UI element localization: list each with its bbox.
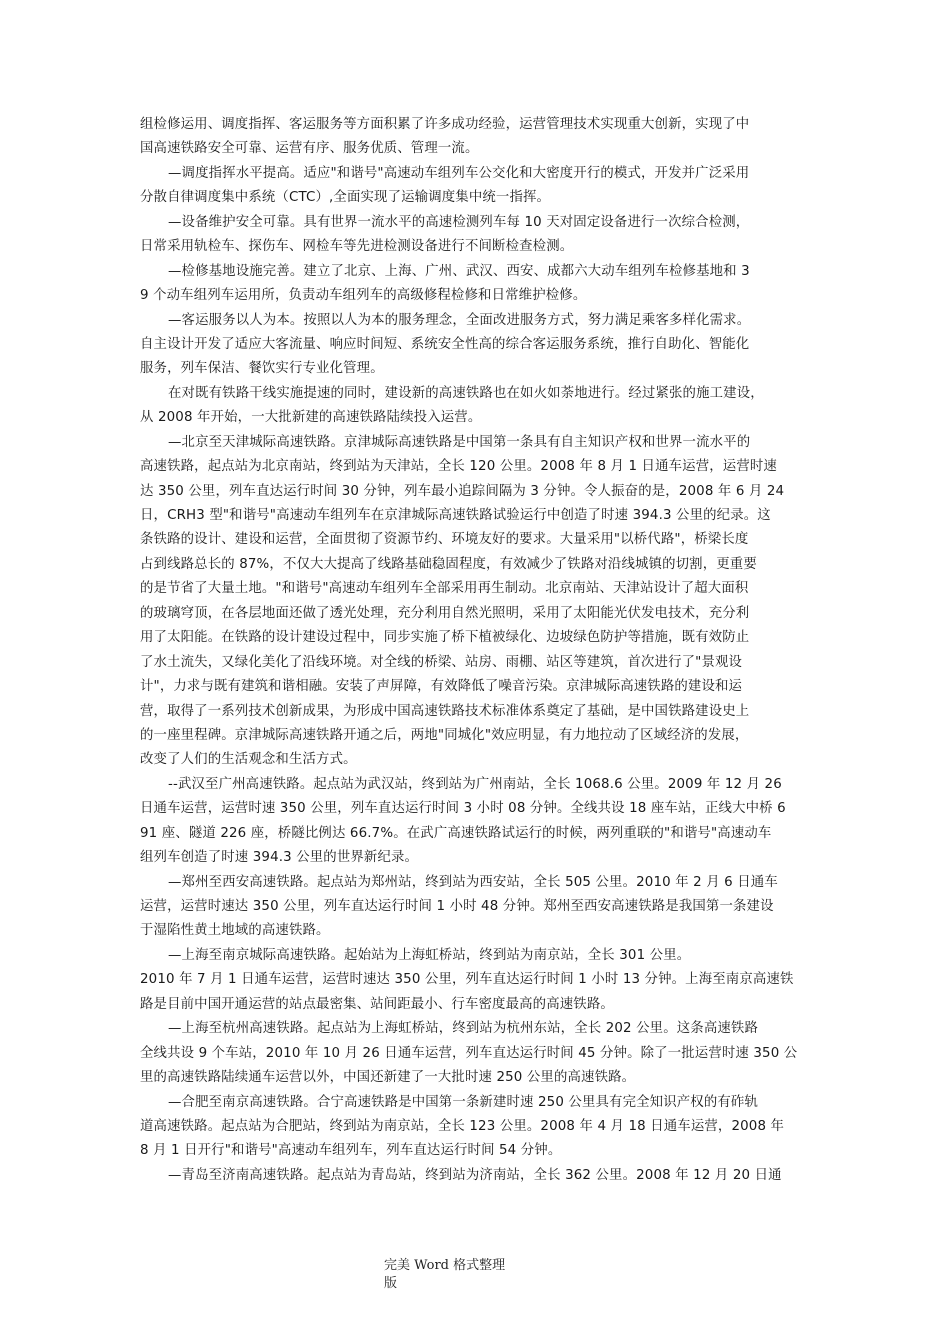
text-line: —调度指挥水平提高。适应"和谐号"高速动车组列车公交化和大密度开行的模式，开发并广泛采用: [168, 165, 750, 181]
text-line: 了水土流失，又绿化美化了沿线环境。对全线的桥梁、站房、雨棚、站区等建筑，首次进行了"景观设: [140, 654, 743, 670]
text-line: 达 350 公里，列车直达运行时间 30 分钟，列车最小追踪间隔为 3 分钟。令人振奋的是，2008 年 6 月 24: [140, 483, 785, 499]
text-line: 服务，列车保洁、餐饮实行专业化管理。: [140, 361, 384, 377]
text-line: 的一座里程碑。京津城际高速铁路开通之后，两地"同城化"效应明显，有力地拉动了区域经济的发展，: [140, 727, 749, 743]
text-line: 日通车运营，运营时速 350 公里，列车直达运行时间 3 小时 08 分钟。全线共设 18 座车站，正线大中桥 6: [140, 801, 786, 817]
page-footer: [384, 1257, 524, 1293]
text-line: 用了太阳能。在铁路的设计建设过程中，同步实施了桥下植被绿化、边坡绿色防护等措施，既有效防止: [140, 630, 750, 646]
text-line: --武汉至广州高速铁路。起点站为武汉站，终到站为广州南站，全长 1068.6 公里。2009 年 12 月 26: [168, 776, 782, 792]
text-line: —郑州至西安高速铁路。起点站为郑州站，终到站为西安站，全长 505 公里。2010 年 2 月 6 日通车: [168, 874, 778, 890]
footer-line-1: 完美 Word 格式整理: [384, 1258, 506, 1273]
text-line: 9 个动车组列车运用所，负责动车组列车的高级修程检修和日常维护检修。: [140, 288, 587, 304]
text-line: 路是目前中国开通运营的站点最密集、站间距最小、行车密度最高的高速铁路。: [140, 996, 614, 1012]
text-line: 从 2008 年开始，一大批新建的高速铁路陆续投入运营。: [140, 410, 482, 426]
text-line: 的是节省了大量土地。"和谐号"高速动车组列车全部采用再生制动。北京南站、天津站设计了超大面积: [140, 581, 749, 597]
text-line: 8 月 1 日开行"和谐号"高速动车组列车，列车直达运行时间 54 分钟。: [140, 1143, 562, 1159]
text-line: 的玻璃穹顶，在各层地面还做了透光处理，充分利用自然光照明，采用了太阳能光伏发电技术，充分利: [140, 605, 750, 621]
text-line: 2010 年 7 月 1 日通车运营，运营时速达 350 公里，列车直达运行时间 1 小时 13 分钟。上海至南京高速铁: [140, 972, 794, 988]
text-line: 日，CRH3 型"和谐号"高速动车组列车在京津城际高速铁路试验运行中创造了时速 394.3 公里的纪录。这: [140, 508, 771, 523]
text-line: 营，取得了一系列技术创新成果，为形成中国高速铁路技术标准体系奠定了基础，是中国铁路建设史上: [140, 703, 750, 719]
text-line: 里的高速铁路陆续通车运营以外，中国还新建了一大批时速 250 公里的高速铁路。: [140, 1070, 636, 1086]
text-line: 条铁路的设计、建设和运营，全面贯彻了资源节约、环境友好的要求。大量采用"以桥代路"，桥梁长度: [140, 532, 749, 548]
text-line: 改变了人们的生活观念和生活方式。: [140, 752, 357, 768]
text-line: —上海至杭州高速铁路。起点站为上海虹桥站，终到站为杭州东站，全长 202 公里。这条高速铁路: [168, 1021, 758, 1037]
text-line: 自主设计开发了适应大客流量、响应时间短、系统安全性高的综合客运服务系统，推行自助化、智能化: [140, 336, 750, 352]
text-line: 分散自律调度集中系统（CTC）,全面实现了运输调度集中统一指挥。: [140, 190, 551, 206]
text-line: 运营，运营时速达 350 公里，列车直达运行时间 1 小时 48 分钟。郑州至西安高速铁路是我国第一条建设: [140, 899, 774, 914]
text-line: —设备维护安全可靠。具有世界一流水平的高速检测列车每 10 天对固定设备进行一次综合检测，: [168, 214, 750, 230]
text-line: 占到线路总长的 87%，不仅大大提高了线路基础稳固程度，有效减少了铁路对沿线城镇的切割，更重要: [140, 556, 757, 572]
footer-line-2: 版: [384, 1276, 398, 1291]
text-line: 组列车创造了时速 394.3 公里的世界新纪录。: [140, 850, 419, 866]
text-line: —检修基地设施完善。建立了北京、上海、广州、武汉、西安、成都六大动车组列车检修基地和 3: [168, 263, 750, 279]
text-line: 91 座、隧道 226 座，桥隧比例达 66.7%。在武广高速铁路试运行的时候，两列重联的"和谐号"高速动车: [140, 825, 772, 841]
text-line: 日常采用轨检车、探伤车、网检车等先进检测设备进行不间断检查检测。: [140, 239, 574, 255]
text-line: —北京至天津城际高速铁路。京津城际高速铁路是中国第一条具有自主知识产权和世界一流水平的: [168, 434, 751, 450]
text-line: 于湿陷性黄土地域的高速铁路。: [140, 923, 330, 939]
text-line: 全线共设 9 个车站，2010 年 10 月 26 日通车运营，列车直达运行时间 45 分钟。除了一批运营时速 350 公: [140, 1045, 798, 1061]
body-text: [140, 113, 830, 1188]
text-line: —青岛至济南高速铁路。起点站为青岛站，终到站为济南站，全长 362 公里。2008 年 12 月 20 日通: [168, 1167, 782, 1183]
text-line: 计"，力求与既有建筑和谐相融。安装了声屏障，有效降低了噪音污染。京津城际高速铁路的建设和运: [140, 679, 743, 695]
text-line: 组检修运用、调度指挥、客运服务等方面积累了许多成功经验，运营管理技术实现重大创新，实现了中: [140, 117, 750, 132]
text-line: —合肥至南京高速铁路。合宁高速铁路是中国第一条新建时速 250 公里具有完全知识产权的有砟轨: [168, 1094, 758, 1110]
text-line: —客运服务以人为本。按照以人为本的服务理念，全面改进服务方式，努力满足乘客多样化需求。: [168, 312, 751, 328]
text-line: 在对既有铁路干线实施提速的同时，建设新的高速铁路也在如火如荼地进行。经过紧张的施工建设，: [168, 385, 764, 401]
text-line: 国高速铁路安全可靠、运营有序、服务优质、管理一流。: [140, 141, 479, 157]
text-line: 高速铁路，起点站为北京南站，终到站为天津站，全长 120 公里。2008 年 8 月 1 日通车运营，运营时速: [140, 459, 777, 475]
text-line: —上海至南京城际高速铁路。起始站为上海虹桥站，终到站为南京站，全长 301 公里。: [168, 947, 691, 963]
text-line: 道高速铁路。起点站为合肥站，终到站为南京站，全长 123 公里。2008 年 4 月 18 日通车运营，2008 年: [140, 1118, 785, 1134]
